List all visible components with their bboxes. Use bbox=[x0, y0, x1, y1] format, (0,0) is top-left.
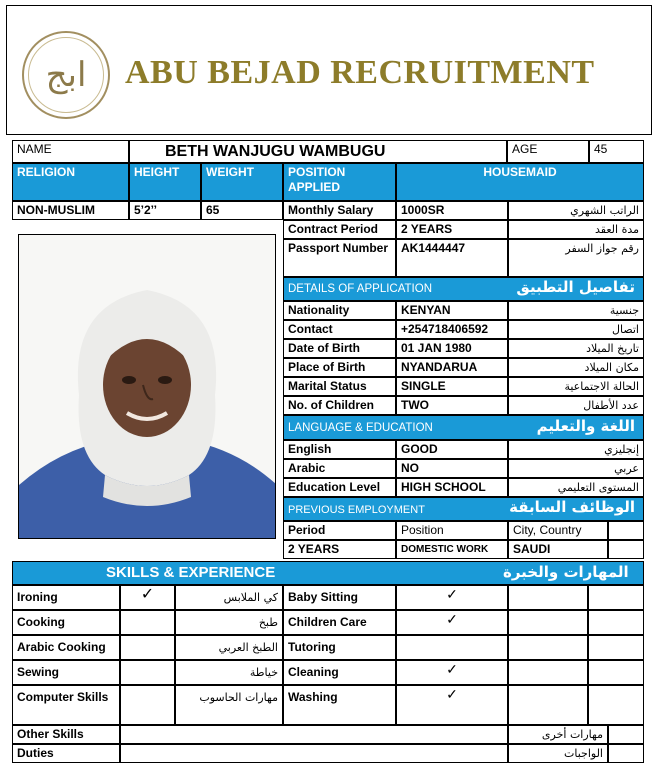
skill-computer: Computer Skills bbox=[12, 685, 120, 725]
skill-blank-cell bbox=[588, 635, 644, 660]
skill-blank-cell bbox=[508, 585, 588, 610]
skill-cooking-check bbox=[120, 610, 175, 635]
duties-blank bbox=[608, 744, 644, 763]
skills-section-header bbox=[12, 561, 644, 585]
nationality-label-ar: جنسية bbox=[508, 301, 644, 320]
religion-header: RELIGION bbox=[12, 163, 129, 201]
marital-label-ar: الحالة الاجتماعية bbox=[508, 377, 644, 396]
duties-label: Duties bbox=[12, 744, 120, 763]
contract-value: 2 YEARS bbox=[396, 220, 508, 239]
age-label: AGE bbox=[507, 140, 589, 163]
english-value: GOOD bbox=[396, 440, 508, 459]
passport-value: AK1444447 bbox=[396, 239, 508, 277]
weight-value: 65 bbox=[201, 201, 283, 220]
name-label: NAME bbox=[12, 140, 129, 163]
skill-blank-cell bbox=[508, 635, 588, 660]
duties-value bbox=[120, 744, 508, 763]
employment-blank-header bbox=[608, 521, 644, 540]
skill-washing-check: ✓ bbox=[396, 685, 508, 725]
dob-label: Date of Birth bbox=[283, 339, 396, 358]
arabic-value: NO bbox=[396, 459, 508, 478]
contract-label: Contract Period bbox=[283, 220, 396, 239]
details-title-ar: تفاصيل التطبيق bbox=[516, 278, 635, 296]
employment-location-header: City, Country bbox=[508, 521, 608, 540]
logo-monogram: ابج bbox=[28, 37, 104, 113]
education-value: HIGH SCHOOL bbox=[396, 478, 508, 497]
contact-label-ar: اتصال bbox=[508, 320, 644, 339]
skill-computer-check bbox=[120, 685, 175, 725]
details-section-header bbox=[283, 277, 644, 301]
salary-value: 1000SR bbox=[396, 201, 508, 220]
contact-value: +254718406592 bbox=[396, 320, 508, 339]
height-value: 5’2’’ bbox=[129, 201, 201, 220]
language-title: LANGUAGE & EDUCATION bbox=[288, 422, 433, 434]
employment-title-ar: الوظائف السابقة bbox=[509, 498, 635, 516]
skill-arabic-cooking: Arabic Cooking bbox=[12, 635, 120, 660]
nationality-label: Nationality bbox=[283, 301, 396, 320]
children-label-ar: عدد الأطفال bbox=[508, 396, 644, 415]
other-skills-label: Other Skills bbox=[12, 725, 120, 744]
applicant-form bbox=[12, 140, 644, 773]
contract-label-ar: مدة العقد bbox=[508, 220, 644, 239]
skill-childcare: Children Care bbox=[283, 610, 396, 635]
position-header: POSITION APPLIED bbox=[283, 163, 396, 201]
duties-label-ar: الواجبات bbox=[508, 744, 608, 763]
skill-cleaning: Cleaning bbox=[283, 660, 396, 685]
applicant-photo bbox=[18, 234, 276, 539]
employment-period-header: Period bbox=[283, 521, 396, 540]
skill-cleaning-check: ✓ bbox=[396, 660, 508, 685]
other-skills-label-ar: مهارات أخرى bbox=[508, 725, 608, 744]
passport-label: Passport Number bbox=[283, 239, 396, 277]
education-label-ar: المستوى التعليمي bbox=[508, 478, 644, 497]
salary-label: Monthly Salary bbox=[283, 201, 396, 220]
skill-arabic-cooking-check bbox=[120, 635, 175, 660]
skill-ironing: Ironing bbox=[12, 585, 120, 610]
name-value: BETH WANJUGU WAMBUGU bbox=[129, 140, 507, 163]
skill-blank-cell bbox=[508, 610, 588, 635]
passport-label-ar: رقم جواز السفر bbox=[508, 239, 644, 277]
arabic-label: Arabic bbox=[283, 459, 396, 478]
position-value: HOUSEMAID bbox=[396, 163, 644, 201]
education-label: Education Level bbox=[283, 478, 396, 497]
skill-childcare-check: ✓ bbox=[396, 610, 508, 635]
details-title: DETAILS OF APPLICATION bbox=[288, 283, 432, 295]
weight-header: WEIGHT bbox=[201, 163, 283, 201]
skill-tutoring-check bbox=[396, 635, 508, 660]
other-skills-value bbox=[120, 725, 508, 744]
skill-blank-cell bbox=[508, 685, 588, 725]
children-value: TWO bbox=[396, 396, 508, 415]
skill-babysitting-check: ✓ bbox=[396, 585, 508, 610]
skill-cooking: Cooking bbox=[12, 610, 120, 635]
skill-tutoring: Tutoring bbox=[283, 635, 396, 660]
english-label: English bbox=[283, 440, 396, 459]
language-title-ar: اللغة والتعليم bbox=[536, 417, 635, 435]
children-label: No. of Children bbox=[283, 396, 396, 415]
skill-blank-cell bbox=[588, 610, 644, 635]
skill-blank-cell bbox=[588, 660, 644, 685]
employment-period: 2 YEARS bbox=[283, 540, 396, 559]
skill-babysitting: Baby Sitting bbox=[283, 585, 396, 610]
skill-blank-cell bbox=[588, 685, 644, 725]
skill-ironing-ar: كي الملابس bbox=[175, 585, 283, 610]
marital-value: SINGLE bbox=[396, 377, 508, 396]
birthplace-value: NYANDARUA bbox=[396, 358, 508, 377]
birthplace-label-ar: مكان الميلاد bbox=[508, 358, 644, 377]
employment-position-header: Position bbox=[396, 521, 508, 540]
employment-position: DOMESTIC WORK bbox=[396, 540, 508, 559]
skill-washing: Washing bbox=[283, 685, 396, 725]
age-value: 45 bbox=[589, 140, 644, 163]
skill-cooking-ar: طبخ bbox=[175, 610, 283, 635]
company-logo bbox=[22, 31, 110, 119]
contact-label: Contact bbox=[283, 320, 396, 339]
height-header: HEIGHT bbox=[129, 163, 201, 201]
employment-title: PREVIOUS EMPLOYMENT bbox=[288, 504, 425, 516]
skill-arabic-cooking-ar: الطبخ العربي bbox=[175, 635, 283, 660]
skill-computer-ar: مهارات الحاسوب bbox=[175, 685, 283, 725]
company-title: ABU BEJAD RECRUITMENT bbox=[125, 54, 595, 91]
skill-sewing-ar: خياطة bbox=[175, 660, 283, 685]
religion-value: NON-MUSLIM bbox=[12, 201, 129, 220]
employment-blank bbox=[608, 540, 644, 559]
marital-label: Marital Status bbox=[283, 377, 396, 396]
skill-blank-cell bbox=[588, 585, 644, 610]
employment-section-header bbox=[283, 497, 644, 521]
dob-value: 01 JAN 1980 bbox=[396, 339, 508, 358]
header-box bbox=[6, 5, 652, 135]
skill-blank-cell bbox=[508, 660, 588, 685]
english-label-ar: إنجليزي bbox=[508, 440, 644, 459]
skill-sewing: Sewing bbox=[12, 660, 120, 685]
nationality-value: KENYAN bbox=[396, 301, 508, 320]
salary-label-ar: الراتب الشهري bbox=[508, 201, 644, 220]
employment-location: SAUDI bbox=[508, 540, 608, 559]
language-section-header bbox=[283, 415, 644, 440]
skills-title: SKILLS & EXPERIENCE bbox=[106, 564, 276, 581]
other-skills-blank bbox=[608, 725, 644, 744]
birthplace-label: Place of Birth bbox=[283, 358, 396, 377]
skill-sewing-check bbox=[120, 660, 175, 685]
skill-ironing-check: ✓ bbox=[120, 585, 175, 610]
arabic-label-ar: عربي bbox=[508, 459, 644, 478]
dob-label-ar: تاريخ الميلاد bbox=[508, 339, 644, 358]
skills-title-ar: المهارات والخبرة bbox=[503, 563, 629, 581]
